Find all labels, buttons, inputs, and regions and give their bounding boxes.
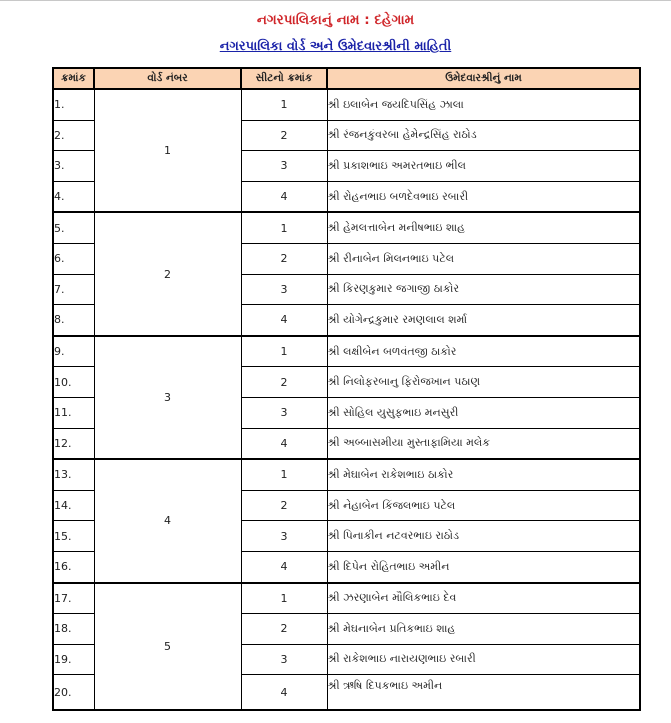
candidate-name-cell: શ્રી નિલોફરબાનુ ફિરોજખાન પઠાણ	[327, 367, 640, 398]
table-row	[53, 459, 640, 490]
seat-number-cell: 4	[241, 428, 327, 459]
candidate-name-cell: શ્રી અબ્બાસમીયા મુસ્તાફામિયા મલેક	[327, 428, 640, 459]
table-row	[53, 212, 640, 243]
seat-number-cell: 4	[241, 181, 327, 212]
candidates-table	[52, 67, 641, 711]
candidate-name-cell: શ્રી ઝરણાબેન મૌલિકભાઇ દેવ	[327, 583, 640, 614]
serial-number-cell: 7.	[53, 274, 94, 305]
serial-number-cell: 4.	[53, 181, 94, 212]
serial-number-cell: 9.	[53, 336, 94, 367]
candidate-name-cell: શ્રી ઋષિ દિપકભાઇ અમીન	[327, 675, 640, 710]
candidate-name-cell: શ્રી ઇલાબેન જયદિપસિંહ ઝાલા	[327, 89, 640, 120]
column-header-ward: વોર્ડ નંબર	[94, 68, 241, 89]
serial-number-cell: 19.	[53, 644, 94, 675]
serial-number-cell: 3.	[53, 151, 94, 182]
seat-number-cell: 3	[241, 274, 327, 305]
table-row	[53, 583, 640, 614]
serial-number-cell: 6.	[53, 243, 94, 274]
seat-number-cell: 3	[241, 644, 327, 675]
seat-number-cell: 3	[241, 397, 327, 428]
seat-number-cell: 2	[241, 490, 327, 521]
seat-number-cell: 2	[241, 243, 327, 274]
candidate-name-cell: શ્રી પ્રકાશભાઇ અમરતભાઇ ભીલ	[327, 151, 640, 182]
ward-number-cell: 2	[94, 212, 241, 335]
serial-number-cell: 11.	[53, 397, 94, 428]
candidate-name-cell: શ્રી મેઘનાબેન પ્રતિકભાઇ શાહ	[327, 614, 640, 645]
column-header-serial: ક્રમાંક	[53, 68, 94, 89]
serial-number-cell: 14.	[53, 490, 94, 521]
seat-number-cell: 3	[241, 521, 327, 552]
ward-number-cell: 1	[94, 89, 241, 212]
serial-number-cell: 18.	[53, 614, 94, 645]
candidate-name-cell: શ્રી હેમલત્તાબેન મનીષભાઇ શાહ	[327, 212, 640, 243]
candidate-name-cell: શ્રી દિપેન રોહિતભાઇ અમીન	[327, 551, 640, 582]
serial-number-cell: 10.	[53, 367, 94, 398]
serial-number-cell: 8.	[53, 305, 94, 336]
seat-number-cell: 2	[241, 614, 327, 645]
serial-number-cell: 12.	[53, 428, 94, 459]
candidate-name-cell: શ્રી સોહિલ યુસુફભાઇ મનસુરી	[327, 397, 640, 428]
ward-number-cell: 4	[94, 459, 241, 582]
ward-number-cell: 5	[94, 583, 241, 710]
candidate-name-cell: શ્રી પિનાકીન નટવરભાઇ રાઠોડ	[327, 521, 640, 552]
seat-number-cell: 1	[241, 212, 327, 243]
table-row	[53, 89, 640, 120]
table-row	[53, 336, 640, 367]
serial-number-cell: 13.	[53, 459, 94, 490]
candidate-name-cell: શ્રી કિરણકુમાર જગાજી ઠાકોર	[327, 274, 640, 305]
seat-number-cell: 4	[241, 551, 327, 582]
column-header-seat: સીટનો ક્રમાંક	[241, 68, 327, 89]
candidate-name-cell: શ્રી રંજનકુંવરબા હેમેન્દ્રસિંહ રાઠોડ	[327, 120, 640, 151]
candidate-name-cell: શ્રી નેહાબેન કિંજલભાઇ પટેલ	[327, 490, 640, 521]
seat-number-cell: 1	[241, 583, 327, 614]
seat-number-cell: 1	[241, 336, 327, 367]
serial-number-cell: 20.	[53, 675, 94, 710]
municipality-name-title: નગરપાલિકાનું નામ : દહેગામ	[256, 12, 415, 28]
column-header-candidate-name: ઉમેદવારશ્રીનું નામ	[327, 68, 640, 89]
serial-number-cell: 15.	[53, 521, 94, 552]
table-body	[53, 89, 640, 710]
candidate-name-cell: શ્રી રીનાબેન મિલનભાઇ પટેલ	[327, 243, 640, 274]
table-header-row	[53, 68, 640, 89]
candidate-name-cell: શ્રી યોગેન્દ્રકુમાર રમણલાલ શર્મા	[327, 305, 640, 336]
seat-number-cell: 4	[241, 675, 327, 710]
serial-number-cell: 16.	[53, 551, 94, 582]
seat-number-cell: 3	[241, 151, 327, 182]
candidate-name-cell: શ્રી રાકેશભાઇ નારાયણભાઇ રબારી	[327, 644, 640, 675]
seat-number-cell: 2	[241, 120, 327, 151]
seat-number-cell: 1	[241, 89, 327, 120]
candidate-name-cell: શ્રી રોહનભાઇ બળદેવભાઇ રબારી	[327, 181, 640, 212]
seat-number-cell: 1	[241, 459, 327, 490]
serial-number-cell: 2.	[53, 120, 94, 151]
ward-number-cell: 3	[94, 336, 241, 459]
candidate-name-cell: શ્રી મેઘાબેન રાકેશભાઇ ઠાકોર	[327, 459, 640, 490]
serial-number-cell: 17.	[53, 583, 94, 614]
ward-candidate-info-heading: નગરપાલિકા વોર્ડ અને ઉમેદવારશ્રીની માહિતી	[219, 39, 452, 54]
candidate-name-cell: શ્રી લક્ષીબેન બળવંતજી ઠાકોર	[327, 336, 640, 367]
serial-number-cell: 1.	[53, 89, 94, 120]
seat-number-cell: 2	[241, 367, 327, 398]
serial-number-cell: 5.	[53, 212, 94, 243]
seat-number-cell: 4	[241, 305, 327, 336]
